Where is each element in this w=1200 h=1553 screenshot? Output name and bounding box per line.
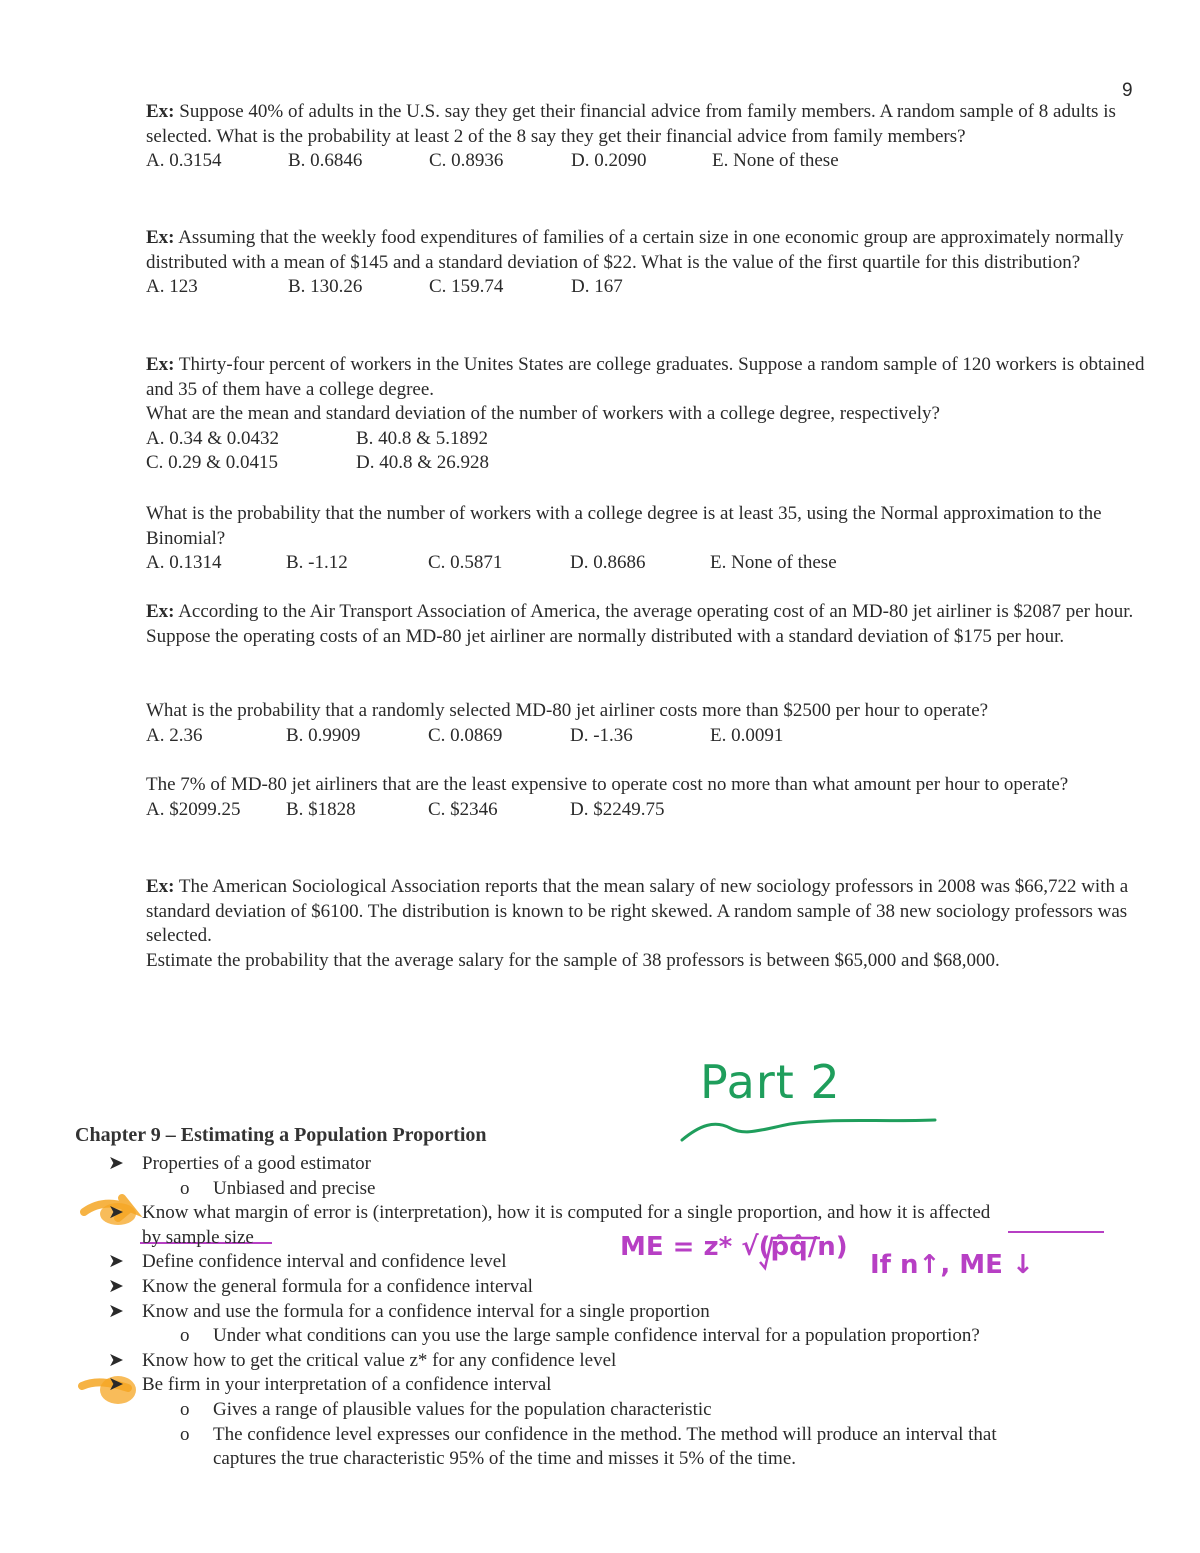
example-3-question-2: What is the probability that the number of workers with a college degree is at least 35, using the Normal approximation to the Binomial? (146, 503, 1102, 549)
outline-subitem (0, 1423, 1200, 1448)
outline-item (0, 1152, 1200, 1177)
example-3-text (146, 353, 1146, 402)
outline-item (0, 1201, 1200, 1226)
choice: A. 2.36 (146, 724, 203, 746)
bullet-arrow-icon: ➤ (108, 1374, 124, 1396)
example-1 (146, 100, 1146, 173)
outline-text: Under what conditions can you use the large sample confidence interval for a population proportion? (213, 1325, 980, 1347)
handwritten-me-formula: ME = z* √(p̂q̂/n) (620, 1232, 848, 1262)
chapter-outline (0, 1152, 1200, 1472)
example-1-text (146, 100, 1146, 149)
example-4-text (146, 600, 1146, 649)
example-3-choices-2 (146, 551, 1146, 575)
outline-text: captures the true characteristic 95% of the time and misses it 5% of the time. (213, 1448, 796, 1470)
handwritten-part-2: Part 2 (700, 1055, 841, 1109)
choice: C. 0.0869 (428, 724, 503, 746)
choice: C. 0.8936 (429, 150, 504, 171)
page-number: 9 (1122, 80, 1133, 101)
choice: D. $2249.75 (570, 798, 665, 820)
choice: E. None of these (710, 552, 837, 573)
choice: C. 159.74 (429, 276, 504, 297)
example-5-body: The American Sociological Association reports that the mean salary of new sociology professors in 2008 was $66,722 with a standard deviation of $6100. The distribution is known to be right skewed. A random sample of 38 new sociology professors was selected. (146, 876, 1129, 946)
bullet-arrow-icon: ➤ (108, 1202, 124, 1224)
ex-label: Ex: (146, 876, 175, 897)
example-3 (146, 353, 1146, 476)
choice: A. 123 (146, 276, 198, 297)
example-1-choices (146, 149, 1146, 173)
outline-item (0, 1300, 1200, 1325)
outline-item-continuation (0, 1226, 1200, 1251)
bullet-circle-icon: o (180, 1398, 190, 1420)
choice: A. 0.3154 (146, 150, 222, 171)
outline-subitem (0, 1324, 1200, 1349)
outline-text: The confidence level expresses our confidence in the method. The method will produce an interval that (213, 1423, 997, 1445)
example-4 (146, 600, 1146, 649)
example-3-question: What are the mean and standard deviation of the number of workers with a college degree, respectively? (146, 403, 940, 424)
chapter-heading: Chapter 9 – Estimating a Population Proportion (75, 1124, 487, 1146)
outline-item (0, 1250, 1200, 1275)
bullet-circle-icon: o (180, 1423, 190, 1445)
example-5-text (146, 875, 1146, 949)
handwritten-me-rule: If n↑, ME ↓ (870, 1250, 1034, 1280)
bullet-circle-icon: o (180, 1325, 190, 1347)
example-4-body: According to the Air Transport Association of America, the average operating cost of an MD-80 jet airliner is $2087 per hour. Suppose the operating costs of an MD-80 jet airliner are normally distributed with a standard deviation of $175 per hour. (146, 601, 1134, 647)
outline-text: Properties of a good estimator (142, 1153, 372, 1174)
outline-item (0, 1373, 1200, 1398)
choice: B. 0.9909 (286, 724, 361, 746)
example-1-body: Suppose 40% of adults in the U.S. say they get their financial advice from family members. A random sample of 8 adults is selected. What is the probability at least 2 of the 8 say they get their financial advice from family members? (146, 101, 1116, 147)
green-underline-squiggle (682, 1120, 935, 1140)
choice: B. 40.8 & 5.1892 (356, 427, 488, 449)
outline-subitem-continuation (0, 1447, 1200, 1472)
outline-text: Know how to get the critical value z* for any confidence level (142, 1349, 617, 1371)
outline-item (0, 1275, 1200, 1300)
outline-text: Know and use the formula for a confidence interval for a single proportion (142, 1300, 710, 1322)
outline-text: Gives a range of plausible values for the population characteristic (213, 1398, 712, 1420)
example-4-part-1 (146, 699, 1146, 748)
example-2 (146, 226, 1146, 299)
outline-text: Define confidence interval and confidence level (142, 1251, 507, 1273)
outline-text: Know the general formula for a confidence interval (142, 1275, 533, 1297)
example-4-question-2: The 7% of MD-80 jet airliners that are the least expensive to operate cost no more than what amount per hour to operate? (146, 774, 1069, 795)
ex-label: Ex: (146, 227, 175, 248)
example-4-choices (146, 724, 1146, 748)
outline-text: by sample size (142, 1226, 254, 1248)
outline-text: Be firm in your interpretation of a confidence interval (142, 1374, 552, 1396)
choice: B. -1.12 (286, 552, 348, 573)
bullet-arrow-icon: ➤ (108, 1275, 124, 1297)
choice: E. 0.0091 (710, 724, 784, 746)
choice: E. None of these (712, 150, 839, 171)
ex-label: Ex: (146, 101, 175, 122)
example-4-choices-2 (146, 798, 1146, 822)
bullet-arrow-icon: ➤ (108, 1300, 124, 1322)
example-3-part-2 (146, 502, 1146, 575)
choice: C. 0.29 & 0.0415 (146, 451, 278, 473)
choice: D. 167 (571, 276, 623, 297)
example-5 (146, 875, 1146, 973)
choice: D. -1.36 (570, 724, 633, 746)
example-4-part-2 (146, 773, 1146, 822)
outline-text: Know what margin of error is (interpretation), how it is computed for a single proportion, and how it is affected (142, 1202, 991, 1224)
choice: B. $1828 (286, 798, 356, 820)
bullet-arrow-icon: ➤ (108, 1251, 124, 1273)
choice: B. 130.26 (288, 276, 363, 297)
choice: B. 0.6846 (288, 150, 363, 171)
outline-text: Unbiased and precise (213, 1177, 376, 1199)
bullet-arrow-icon: ➤ (108, 1153, 124, 1174)
choice: D. 0.2090 (571, 150, 647, 171)
choice: D. 40.8 & 26.928 (356, 451, 489, 473)
example-5-question: Estimate the probability that the average salary for the sample of 38 professors is between $65,000 and $68,000. (146, 949, 1000, 971)
bullet-arrow-icon: ➤ (108, 1349, 124, 1371)
outline-subitem (0, 1177, 1200, 1202)
example-2-body: Assuming that the weekly food expenditures of families of a certain size in one economic group are approximately normally distributed with a mean of $145 and a standard deviation of $22. What is the value of the first quartile for this distribution? (146, 227, 1124, 273)
example-3-body: Thirty-four percent of workers in the Unites States are college graduates. Suppose a random sample of 120 workers is obtained and 35 of them have a college degree. (146, 354, 1145, 400)
ex-label: Ex: (146, 601, 175, 622)
choice: C. $2346 (428, 798, 498, 820)
choice: A. $2099.25 (146, 798, 241, 820)
example-2-text (146, 226, 1146, 275)
choice: D. 0.8686 (570, 552, 646, 573)
choice: A. 0.1314 (146, 552, 222, 573)
example-4-question: What is the probability that a randomly selected MD-80 jet airliner costs more than $2500 per hour to operate? (146, 700, 989, 721)
example-3-choices (146, 427, 1146, 476)
bullet-circle-icon: o (180, 1177, 190, 1199)
outline-item (0, 1349, 1200, 1374)
example-2-choices (146, 275, 1146, 299)
ex-label: Ex: (146, 354, 175, 375)
choice: A. 0.34 & 0.0432 (146, 427, 279, 449)
choice: C. 0.5871 (428, 552, 503, 573)
outline-subitem (0, 1398, 1200, 1423)
